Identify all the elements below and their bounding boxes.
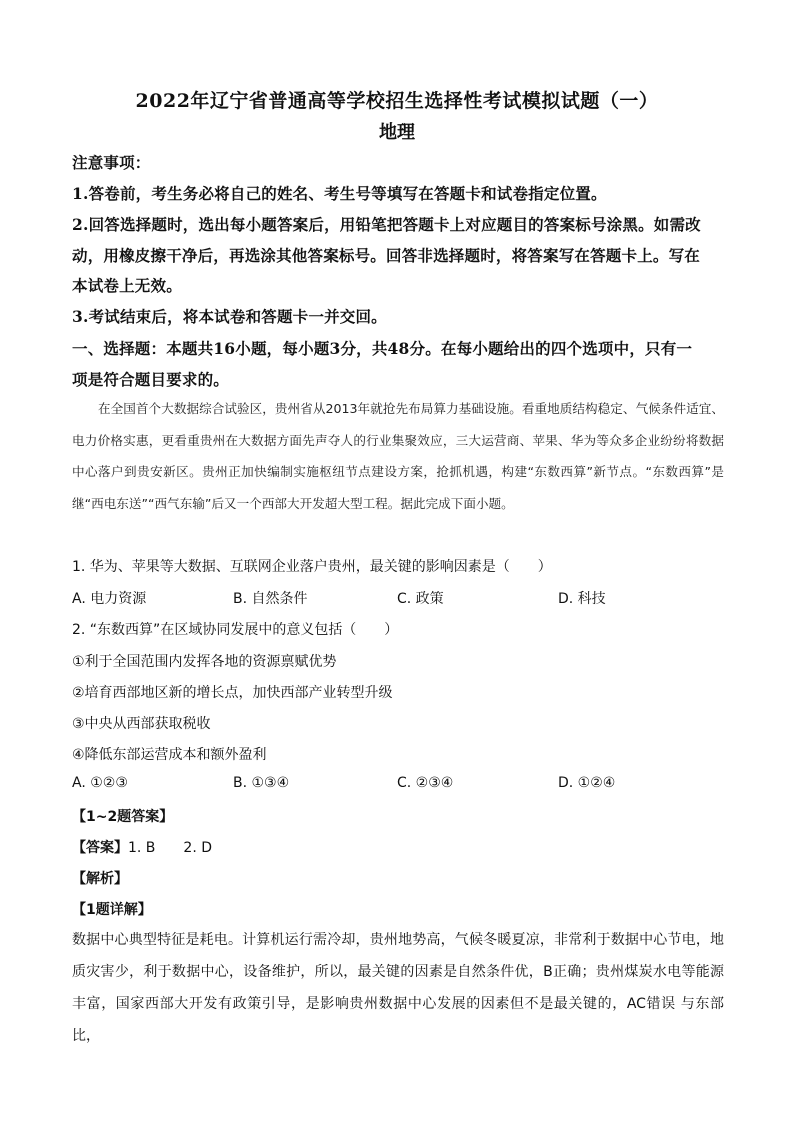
question-1-option-d: D. 科技 — [558, 591, 606, 607]
answer-group-label: 【1~2题答案】 — [72, 809, 174, 825]
question-1-option-b: B. 自然条件 — [233, 591, 308, 607]
notice-line-2: 2.回答选择题时，选出每小题答案后，用铅笔把答题卡上对应题目的答案标号涂黑。如需改 — [72, 215, 701, 234]
question-1-stem: 1. 华为、苹果等大数据、互联网企业落户贵州，最关键的影响因素是（ ） — [72, 559, 552, 575]
question-2-item-2: ②培育西部地区新的增长点，加快西部产业转型升级 — [72, 685, 393, 701]
question-2-option-a: A. ①②③ — [72, 775, 128, 791]
section-heading-line-2: 项是符合题目要求的。 — [72, 370, 230, 389]
notice-line-5: 3.考试结束后，将本试卷和答题卡一并交回。 — [72, 307, 387, 326]
question-1-option-c: C. 政策 — [397, 591, 444, 607]
question-2-option-b: B. ①③④ — [233, 775, 290, 791]
notice-heading: 注意事项： — [72, 153, 151, 172]
question-2-option-d: D. ①②④ — [558, 775, 616, 791]
detail-label: 【1题详解】 — [72, 902, 152, 918]
analysis-label: 【解析】 — [72, 871, 128, 887]
exam-title: 2022年辽宁省普通高等学校招生选择性考试模拟试题（一） — [135, 90, 659, 112]
detail-text: 数据中心典型特征是耗电。计算机运行需冷却，贵州地势高，气候冬暖夏凉，非常利于数据中心节电，地质灾害少，利于数据中心，设备维护，所以，最关键的因素是自然条件优，B正确；贵州煤炭水电等能源丰富，国家西部大开发有政策引导，是影响贵州数据中心发展的因素但不是最关键的，AC错误 与东部比， — [72, 932, 724, 1044]
notice-line-4: 本试卷上无效。 — [72, 276, 182, 295]
answer-line — [72, 837, 212, 857]
reading-passage: 在全国首个大数据综合试验区，贵州省从2013年就抢先布局算力基础设施。看重地质结构稳定、气候条件适宜、电力价格实惠，更看重贵州在大数据方面先声夺人的行业集聚效应，三大运营商、苹果、华为等众多企业纷纷将数据中心落户到贵安新区。贵州正加快编制实施枢纽节点建设方案，抢抓机遇，构建“东数西算”新节点。“东数西算”是继“西电东送”“西气东输”后又一个西部大开发超大型工程。据此完成下面小题。 — [72, 401, 724, 511]
question-1-option-a: A. 电力资源 — [72, 591, 147, 607]
notice-line-3: 动，用橡皮擦干净后，再选涂其他答案标号。回答非选择题时，将答案写在答题卡上。写在 — [72, 246, 701, 265]
question-2-item-4: ④降低东部运营成本和额外盈利 — [72, 747, 267, 763]
answer-text: 1. B 2. D — [128, 840, 212, 856]
question-2-option-c: C. ②③④ — [397, 775, 454, 791]
question-2-item-3: ③中央从西部获取税收 — [72, 716, 211, 732]
answer-tag: 【答案】 — [72, 840, 128, 856]
section-heading-line-1: 一、选择题：本题共16小题，每小题3分，共48分。在每小题给出的四个选项中，只有一 — [72, 339, 693, 358]
question-2-stem: 2. “东数西算”在区域协同发展中的意义包括（ ） — [72, 622, 399, 638]
notice-line-1: 1.答卷前，考生务必将自己的姓名、考生号等填写在答题卡和试卷指定位置。 — [72, 184, 607, 203]
subject-title: 地理 — [379, 122, 415, 143]
question-2-item-1: ①利于全国范围内发挥各地的资源禀赋优势 — [72, 654, 337, 670]
